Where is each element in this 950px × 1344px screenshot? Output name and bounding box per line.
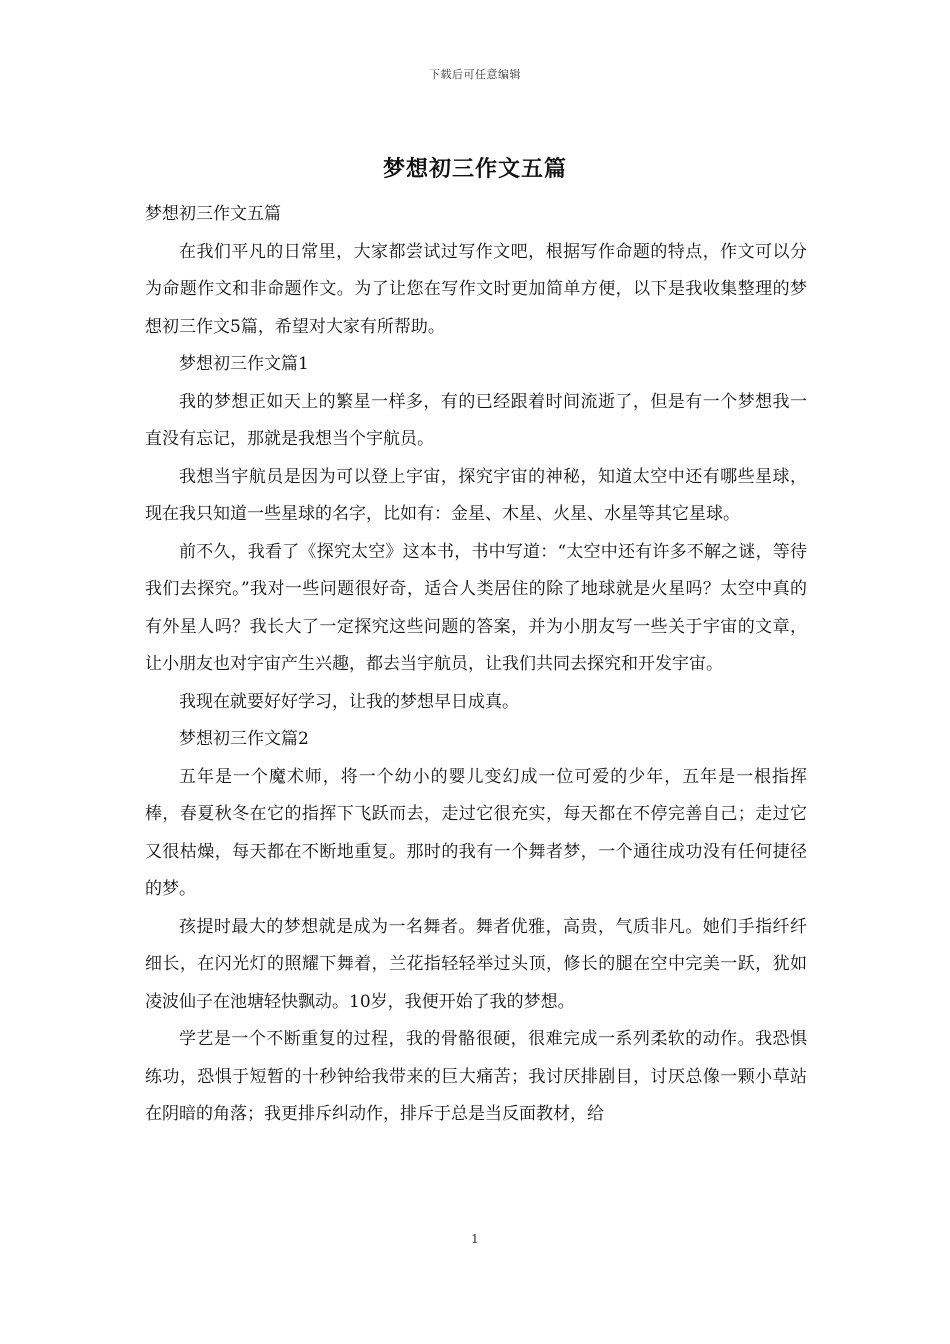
paragraph: 五年是一个魔术师，将一个幼小的婴儿变幻成一位可爱的少年，五年是一根指挥棒，春夏秋冬在它的指挥下飞跃而去，走过它很充实，每天都在不停完善自己；走过它又很枯燥，每天都在不断地重复。那时的我有一个舞者梦，一个通往成功没有任何捷径的梦。	[145, 766, 807, 899]
paragraph: 我的梦想正如天上的繁星一样多，有的已经跟着时间流逝了，但是有一个梦想我一直没有忘记，那就是我想当个宇航员。	[145, 391, 807, 449]
section-heading-1: 梦想初三作文篇1	[179, 354, 309, 374]
paragraph: 我现在就要好好学习，让我的梦想早日成真。	[179, 691, 519, 712]
paragraph: 学艺是一个不断重复的过程，我的骨骼很硬，很难完成一系列柔软的动作。我恐惧练功，恐惧于短暂的十秒钟给我带来的巨大痛苦；我讨厌排剧目，讨厌总像一颗小草站在阴暗的角落；我更排斥纠动作，排斥于总是当反面教材，给	[145, 1029, 807, 1124]
document-title: 梦想初三作文五篇	[382, 156, 567, 182]
paragraph: 孩提时最大的梦想就是成为一名舞者。舞者优雅，高贵，气质非凡。她们手指纤纤细长，在闪光灯的照耀下舞着，兰花指轻轻举过头顶，修长的腿在空中完美一跃，犹如凌波仙子在池塘轻快飘动。10岁，我便开始了我的梦想。	[145, 916, 807, 1012]
header-note: 下载后可任意编辑	[429, 68, 521, 81]
subtitle-paragraph: 梦想初三作文五篇	[145, 204, 281, 224]
paragraph: 前不久，我看了《探究太空》这本书，书中写道：“太空中还有许多不解之谜，等待我们去探究。”我对一些问题很好奇，适合人类居住的除了地球就是火星吗？太空中真的有外星人吗？我长大了一定探究这些问题的答案，并为小朋友写一些关于宇宙的文章，让小朋友也对宇宙产生兴趣，都去当宇航员，让我们共同去探究和开发宇宙。	[145, 541, 807, 674]
document-body	[145, 196, 807, 1134]
section-heading-2: 梦想初三作文篇2	[179, 729, 309, 749]
intro-paragraph: 在我们平凡的日常里，大家都尝试过写作文吧，根据写作命题的特点，作文可以分为命题作文和非命题作文。为了让您在写作文时更加简单方便，以下是我收集整理的梦想初三作文5篇，希望对大家有所帮助。	[145, 241, 807, 337]
paragraph: 我想当宇航员是因为可以登上宇宙，探究宇宙的神秘，知道太空中还有哪些星球，现在我只知道一些星球的名字，比如有：金星、木星、火星、水星等其它星球。	[145, 466, 807, 524]
page-number: 1	[471, 1232, 479, 1246]
